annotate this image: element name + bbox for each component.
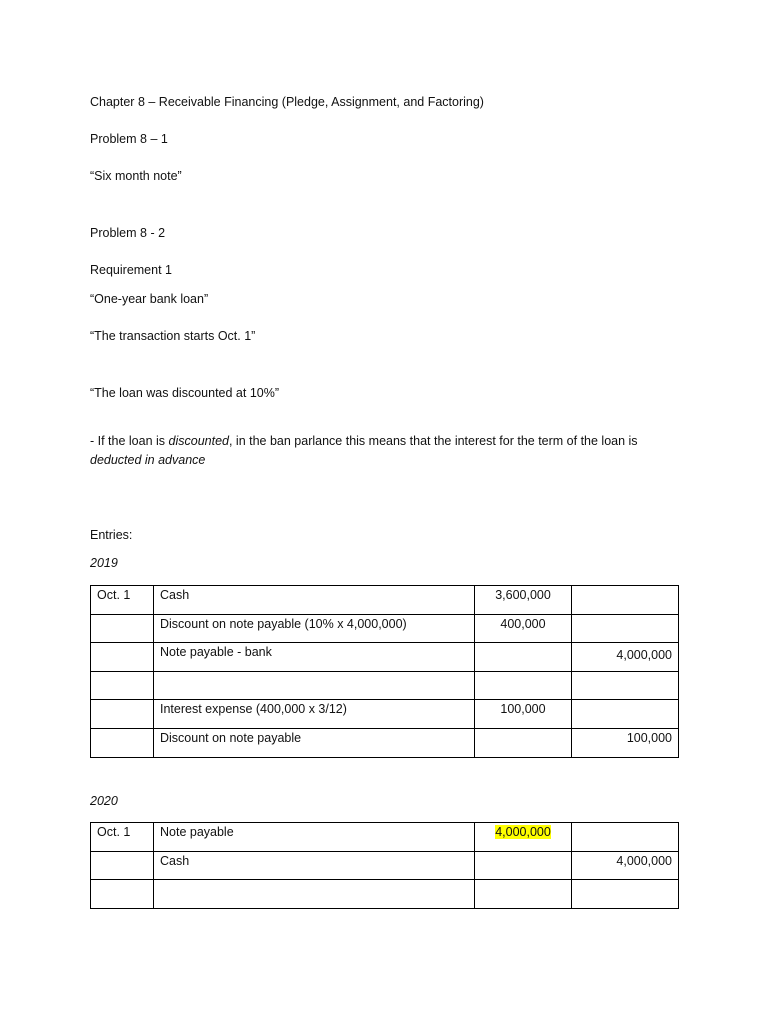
account-cell: Cash — [154, 851, 475, 880]
account-cell: Interest expense (400,000 x 3/12) — [154, 700, 475, 729]
table-row — [91, 586, 679, 615]
date-cell — [91, 671, 154, 700]
problem-quote: “Six month note” — [90, 169, 182, 183]
table-row — [91, 880, 679, 909]
debit-cell — [475, 728, 572, 757]
date-cell — [91, 880, 154, 909]
credit-cell — [572, 614, 679, 643]
year-label-2020: 2020 — [90, 794, 118, 808]
explanation-prefix: - If the loan is — [90, 434, 169, 448]
explanation-middle: , in the ban parlance this means that the interest for the term of the loan is — [228, 434, 638, 448]
highlighted-amount: 4,000,000 — [495, 825, 551, 839]
explanation-suffix: deducted in advance — [90, 453, 206, 467]
requirement-quote: “The loan was discounted at 10%” — [90, 386, 279, 400]
account-cell — [154, 671, 475, 700]
year-label-2019: 2019 — [90, 556, 118, 570]
requirement-heading: Requirement 1 — [90, 263, 172, 277]
debit-cell: 100,000 — [475, 700, 572, 729]
date-cell — [91, 614, 154, 643]
credit-cell: 4,000,000 — [572, 643, 679, 672]
debit-cell — [475, 823, 572, 852]
date-cell — [91, 700, 154, 729]
debit-cell — [475, 671, 572, 700]
account-cell: Note payable - bank — [154, 643, 475, 672]
date-cell — [91, 643, 154, 672]
table-row — [91, 728, 679, 757]
journal-table-2019 — [90, 585, 679, 758]
problem-heading: Problem 8 – 1 — [90, 132, 168, 146]
credit-cell — [572, 700, 679, 729]
requirement-quote: “The transaction starts Oct. 1” — [90, 329, 256, 343]
table-row — [91, 671, 679, 700]
debit-cell: 3,600,000 — [475, 586, 572, 615]
account-cell: Note payable — [154, 823, 475, 852]
table-row — [91, 823, 679, 852]
table-row — [91, 700, 679, 729]
explanation-paragraph — [90, 432, 680, 470]
account-cell — [154, 880, 475, 909]
date-cell — [91, 728, 154, 757]
table-row — [91, 614, 679, 643]
date-cell: Oct. 1 — [91, 823, 154, 852]
debit-cell — [475, 880, 572, 909]
table-row — [91, 643, 679, 672]
credit-cell: 100,000 — [572, 728, 679, 757]
table-row — [91, 851, 679, 880]
debit-cell — [475, 643, 572, 672]
credit-cell — [572, 671, 679, 700]
account-cell: Discount on note payable — [154, 728, 475, 757]
credit-cell — [572, 586, 679, 615]
credit-cell: 4,000,000 — [572, 851, 679, 880]
journal-table-2020 — [90, 822, 679, 909]
problem-heading: Problem 8 - 2 — [90, 226, 166, 240]
credit-cell — [572, 880, 679, 909]
date-cell: Oct. 1 — [91, 586, 154, 615]
chapter-title: Chapter 8 – Receivable Financing (Pledge, Assignment, and Factoring) — [90, 95, 484, 109]
debit-cell: 400,000 — [475, 614, 572, 643]
explanation-term: discounted — [168, 434, 229, 448]
credit-cell — [572, 823, 679, 852]
account-cell: Discount on note payable (10% x 4,000,000) — [154, 614, 475, 643]
debit-cell — [475, 851, 572, 880]
date-cell — [91, 851, 154, 880]
requirement-quote: “One-year bank loan” — [90, 292, 209, 306]
account-cell: Cash — [154, 586, 475, 615]
entries-label: Entries: — [90, 528, 133, 542]
